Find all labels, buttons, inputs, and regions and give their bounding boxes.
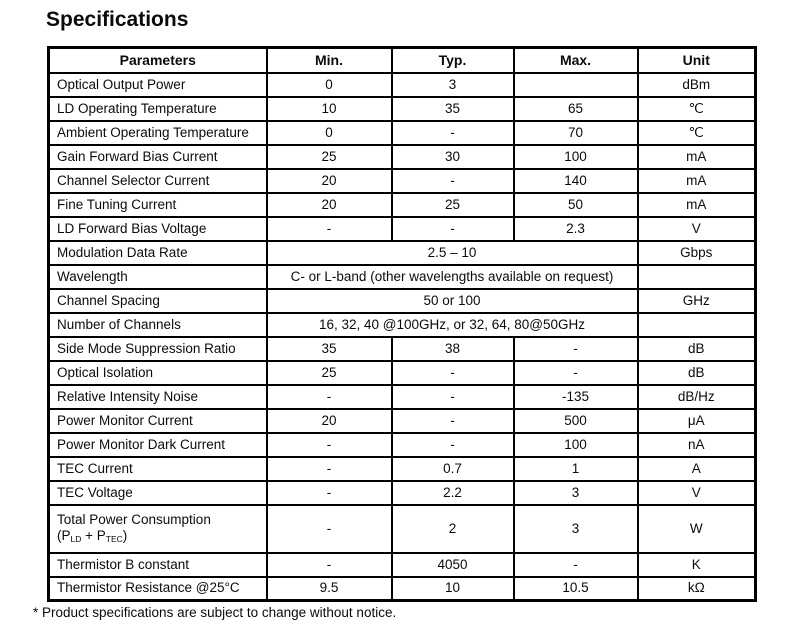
unit-cell: dB bbox=[638, 361, 756, 385]
param-cell bbox=[49, 121, 267, 145]
param-cell bbox=[49, 97, 267, 121]
param-cell bbox=[49, 169, 267, 193]
max-cell: - bbox=[514, 361, 638, 385]
unit-cell: mA bbox=[638, 169, 756, 193]
param-subscript: TEC bbox=[105, 533, 123, 544]
param-label: Side Mode Suppression Ratio bbox=[57, 340, 236, 356]
header-row bbox=[49, 48, 756, 73]
min-cell: 20 bbox=[267, 409, 392, 433]
min-cell: - bbox=[267, 457, 392, 481]
max-cell: 65 bbox=[514, 97, 638, 121]
min-cell: - bbox=[267, 433, 392, 457]
param-text-segment: ) bbox=[122, 527, 128, 543]
table-row bbox=[49, 313, 756, 337]
unit-cell: mA bbox=[638, 193, 756, 217]
span-value-cell: C- or L-band (other wavelengths available on request) bbox=[267, 265, 638, 289]
min-cell: 0 bbox=[267, 73, 392, 97]
typ-cell: 3 bbox=[392, 73, 514, 97]
max-cell: 10.5 bbox=[514, 577, 638, 601]
param-cell bbox=[49, 481, 267, 505]
typ-cell: - bbox=[392, 121, 514, 145]
min-cell: 25 bbox=[267, 361, 392, 385]
param-label: Wavelength bbox=[57, 268, 128, 284]
min-cell: - bbox=[267, 553, 392, 577]
unit-cell bbox=[638, 313, 756, 337]
param-label: Channel Spacing bbox=[57, 292, 160, 308]
param-cell bbox=[49, 289, 267, 313]
typ-cell: 2.2 bbox=[392, 481, 514, 505]
param-cell bbox=[49, 553, 267, 577]
param-cell bbox=[49, 505, 267, 553]
param-cell bbox=[49, 193, 267, 217]
max-cell: 2.3 bbox=[514, 217, 638, 241]
param-label: Optical Output Power bbox=[57, 76, 186, 92]
typ-cell: 4050 bbox=[392, 553, 514, 577]
max-cell: - bbox=[514, 337, 638, 361]
min-cell: 9.5 bbox=[267, 577, 392, 601]
param-label: Relative Intensity Noise bbox=[57, 388, 199, 404]
table-row bbox=[49, 481, 756, 505]
min-cell: 20 bbox=[267, 193, 392, 217]
unit-cell: nA bbox=[638, 433, 756, 457]
table-row bbox=[49, 145, 756, 169]
min-cell: 10 bbox=[267, 97, 392, 121]
column-header-parameters: Parameters bbox=[49, 48, 267, 73]
param-cell bbox=[49, 409, 267, 433]
param-label: Gain Forward Bias Current bbox=[57, 148, 218, 164]
min-cell: 35 bbox=[267, 337, 392, 361]
max-cell: 50 bbox=[514, 193, 638, 217]
unit-cell: mA bbox=[638, 145, 756, 169]
unit-cell: ℃ bbox=[638, 121, 756, 145]
table-row bbox=[49, 121, 756, 145]
unit-cell: dBm bbox=[638, 73, 756, 97]
table-row bbox=[49, 265, 756, 289]
typ-cell: 2 bbox=[392, 505, 514, 553]
unit-cell: ℃ bbox=[638, 97, 756, 121]
footnote: * Product specifications are subject to change without notice. bbox=[33, 605, 397, 620]
table-row bbox=[49, 217, 756, 241]
min-cell: - bbox=[267, 217, 392, 241]
param-cell bbox=[49, 265, 267, 289]
max-cell bbox=[514, 73, 638, 97]
param-text-segment: + P bbox=[81, 527, 106, 543]
param-label: Modulation Data Rate bbox=[57, 244, 188, 260]
table-row bbox=[49, 577, 756, 601]
param-cell bbox=[49, 313, 267, 337]
table-row bbox=[49, 337, 756, 361]
max-cell: - bbox=[514, 553, 638, 577]
param-label: Fine Tuning Current bbox=[57, 196, 177, 212]
param-label: Optical Isolation bbox=[57, 364, 154, 380]
max-cell: 100 bbox=[514, 145, 638, 169]
param-label: TEC Current bbox=[57, 460, 133, 476]
unit-cell: Gbps bbox=[638, 241, 756, 265]
max-cell: 500 bbox=[514, 409, 638, 433]
param-subscript: LD bbox=[70, 533, 82, 544]
typ-cell: - bbox=[392, 385, 514, 409]
table-row bbox=[49, 289, 756, 313]
typ-cell: - bbox=[392, 409, 514, 433]
max-cell: 1 bbox=[514, 457, 638, 481]
param-label-line2 bbox=[57, 528, 262, 545]
param-cell bbox=[49, 361, 267, 385]
table-row bbox=[49, 73, 756, 97]
unit-cell: dB/Hz bbox=[638, 385, 756, 409]
max-cell: 70 bbox=[514, 121, 638, 145]
table-row bbox=[49, 433, 756, 457]
unit-cell: V bbox=[638, 481, 756, 505]
max-cell: 100 bbox=[514, 433, 638, 457]
typ-cell: 35 bbox=[392, 97, 514, 121]
typ-cell: - bbox=[392, 169, 514, 193]
param-cell bbox=[49, 433, 267, 457]
min-cell: 20 bbox=[267, 169, 392, 193]
typ-cell: - bbox=[392, 361, 514, 385]
param-text-segment: (P bbox=[57, 527, 71, 543]
unit-cell bbox=[638, 265, 756, 289]
table-row bbox=[49, 361, 756, 385]
param-label: Power Monitor Dark Current bbox=[57, 436, 226, 452]
param-cell bbox=[49, 241, 267, 265]
unit-cell: W bbox=[638, 505, 756, 553]
max-cell: 3 bbox=[514, 505, 638, 553]
column-header-typ: Typ. bbox=[392, 48, 514, 73]
param-label: Channel Selector Current bbox=[57, 172, 210, 188]
param-cell bbox=[49, 337, 267, 361]
param-label: Ambient Operating Temperature bbox=[57, 124, 249, 140]
min-cell: - bbox=[267, 505, 392, 553]
param-label: LD Operating Temperature bbox=[57, 100, 217, 116]
unit-cell: μA bbox=[638, 409, 756, 433]
unit-cell: GHz bbox=[638, 289, 756, 313]
typ-cell: 25 bbox=[392, 193, 514, 217]
param-label: Power Monitor Current bbox=[57, 412, 193, 428]
unit-cell: A bbox=[638, 457, 756, 481]
table-row bbox=[49, 457, 756, 481]
max-cell: 3 bbox=[514, 481, 638, 505]
param-label: LD Forward Bias Voltage bbox=[57, 220, 207, 236]
unit-cell: kΩ bbox=[638, 577, 756, 601]
table-header bbox=[49, 48, 756, 73]
typ-cell: - bbox=[392, 217, 514, 241]
param-label: TEC Voltage bbox=[57, 484, 133, 500]
max-cell: -135 bbox=[514, 385, 638, 409]
span-value-cell: 16, 32, 40 @100GHz, or 32, 64, 80@50GHz bbox=[267, 313, 638, 337]
param-cell bbox=[49, 73, 267, 97]
typ-cell: 30 bbox=[392, 145, 514, 169]
typ-cell: 10 bbox=[392, 577, 514, 601]
table-row bbox=[49, 385, 756, 409]
param-label: Thermistor Resistance @25°C bbox=[57, 580, 240, 596]
max-cell: 140 bbox=[514, 169, 638, 193]
typ-cell: 38 bbox=[392, 337, 514, 361]
table-row bbox=[49, 553, 756, 577]
min-cell: - bbox=[267, 385, 392, 409]
min-cell: 0 bbox=[267, 121, 392, 145]
unit-cell: dB bbox=[638, 337, 756, 361]
table-row bbox=[49, 241, 756, 265]
table-row bbox=[49, 409, 756, 433]
param-cell bbox=[49, 145, 267, 169]
typ-cell: - bbox=[392, 433, 514, 457]
unit-cell: K bbox=[638, 553, 756, 577]
param-label: Number of Channels bbox=[57, 316, 181, 332]
min-cell: 25 bbox=[267, 145, 392, 169]
column-header-min: Min. bbox=[267, 48, 392, 73]
param-label: Total Power Consumption bbox=[57, 512, 211, 528]
param-cell bbox=[49, 577, 267, 601]
typ-cell: 0.7 bbox=[392, 457, 514, 481]
min-cell: - bbox=[267, 481, 392, 505]
param-label: Thermistor B constant bbox=[57, 556, 190, 572]
unit-cell: V bbox=[638, 217, 756, 241]
specifications-table bbox=[47, 46, 757, 602]
column-header-max: Max. bbox=[514, 48, 638, 73]
table-row bbox=[49, 505, 756, 553]
table-row bbox=[49, 97, 756, 121]
param-cell bbox=[49, 457, 267, 481]
span-value-cell: 2.5 – 10 bbox=[267, 241, 638, 265]
param-cell bbox=[49, 217, 267, 241]
param-cell bbox=[49, 385, 267, 409]
table-body bbox=[49, 73, 756, 601]
table-row bbox=[49, 193, 756, 217]
column-header-unit: Unit bbox=[638, 48, 756, 73]
page-title: Specifications bbox=[46, 8, 189, 31]
table-row bbox=[49, 169, 756, 193]
span-value-cell: 50 or 100 bbox=[267, 289, 638, 313]
